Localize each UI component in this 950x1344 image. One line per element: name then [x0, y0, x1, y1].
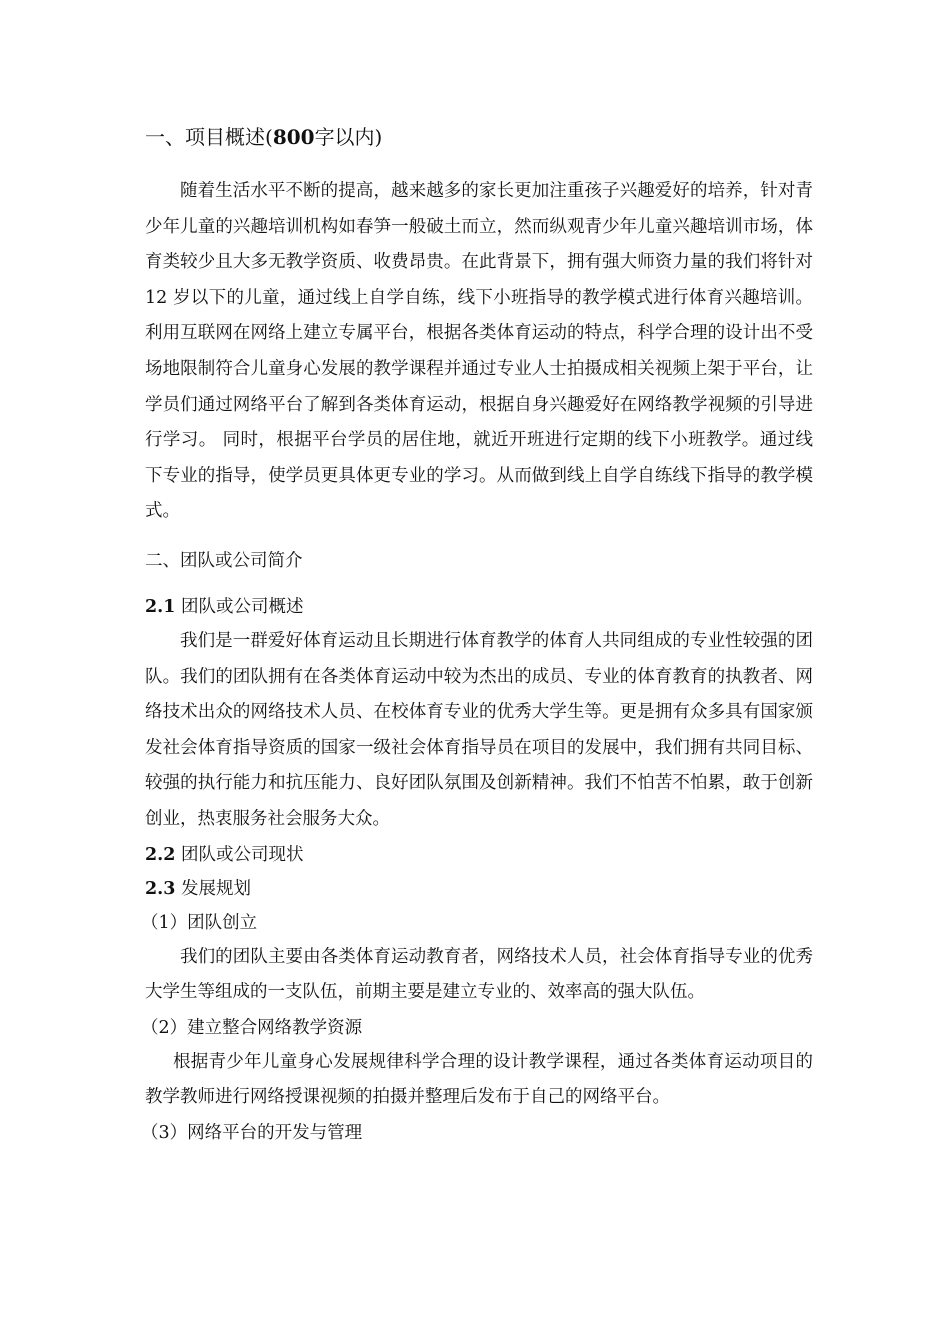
section1-title-prefix: 一、项目概述(: [145, 125, 273, 149]
plan-item-1-label: （1）团队创立: [141, 912, 258, 933]
subsection-2-1-heading: [145, 590, 813, 624]
subsection-title: 发展规划: [181, 878, 252, 899]
subsection-2-2-heading: [145, 838, 813, 872]
section1-title-number: 800: [272, 125, 315, 149]
subsection-title: 团队或公司概述: [181, 596, 304, 617]
plan-item-3-label: （3）网络平台的开发与管理: [141, 1122, 363, 1143]
subsection-title: 团队或公司现状: [181, 844, 304, 865]
subsection-2-1-paragraph: 我们是一群爱好体育运动且长期进行体育教学的体育人共同组成的专业性较强的团队。我们的团队拥有在各类体育运动中较为杰出的成员、专业的体育教育的执教者、网络技术出众的网络技术人员、在校体育专业的优秀大学生等。更是拥有众多具有国家颁发社会体育指导资质的国家一级社会体育指导员在项目的发展中，我们拥有共同目标、较强的执行能力和抗压能力、良好团队氛围及创新精神。我们不怕苦不怕累，敢于创新创业，热衷服务社会服务大众。: [145, 630, 813, 829]
plan-item-2-paragraph: 根据青少年儿童身心发展规律科学合理的设计教学课程，通过各类体育运动项目的教学教师进行网络授课视频的拍摄并整理后发布于自己的网络平台。: [145, 1051, 813, 1108]
document-page: [141, 120, 813, 1150]
plan-item-2-label: （2）建立整合网络教学资源: [141, 1017, 363, 1038]
subsection-2-3-heading: [145, 872, 813, 906]
section1-paragraph: 随着生活水平不断的提高，越来越多的家长更加注重孩子兴趣爱好的培养，针对青少年儿童的兴趣培训机构如春笋一般破土而立，然而纵观青少年儿童兴趣培训市场，体育类较少且大多无教学资质、收费昂贵。在此背景下，拥有强大师资力量的我们将针对 12 岁以下的儿童，通过线上自学自练，线下小班指导的教学模式进行体育兴趣培训。利用互联网在网络上建立专属平台，根据各类体育运动的特点，科学合理的设计出不受场地限制符合儿童身心发展的教学课程并通过专业人士拍摄成相关视频上架于平台，让学员们通过网络平台了解到各类体育运动，根据自身兴趣爱好在网络教学视频的引导进行学习。 同时，根据平台学员的居住地，就近开班进行定期的线下小班教学。通过线下专业的指导，使学员更具体更专业的学习。从而做到线上自学自练线下指导的教学模式。: [145, 181, 813, 522]
subsection-number: 2.2: [145, 844, 176, 865]
subsection-number: 2.1: [145, 596, 176, 617]
section1-title-suffix: 字以内): [314, 125, 383, 149]
section2-heading: 二、团队或公司简介: [145, 550, 303, 571]
section1-heading: [145, 120, 813, 154]
plan-item-1-paragraph: 我们的团队主要由各类体育运动教育者，网络技术人员，社会体育指导专业的优秀大学生等组成的一支队伍，前期主要是建立专业的、效率高的强大队伍。: [145, 946, 813, 1003]
subsection-number: 2.3: [145, 878, 176, 899]
